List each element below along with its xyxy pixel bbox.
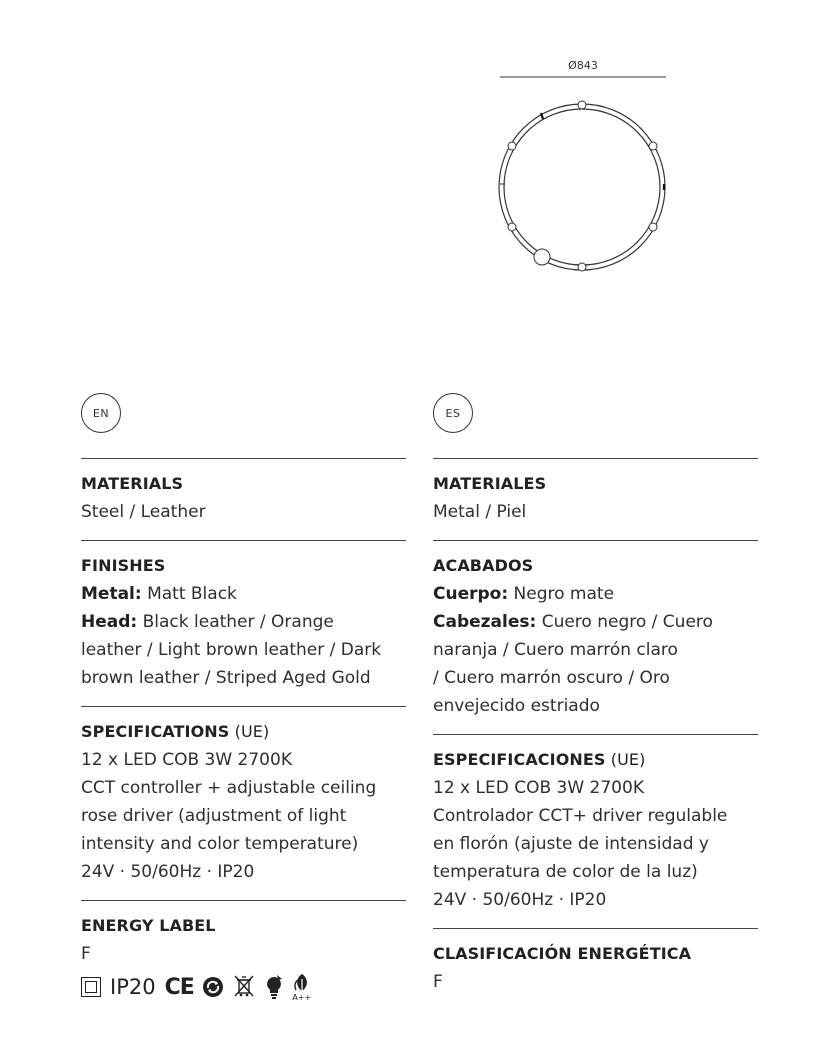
lamp-head (578, 263, 586, 271)
spec-line: en florón (ajuste de intensidad y (433, 834, 709, 854)
specifications-heading-suffix: (UE) (229, 722, 270, 741)
energy-class-label: A++ (292, 992, 312, 1002)
materiales-text: Metal / Piel (433, 502, 527, 522)
especificaciones-heading-suffix: (UE) (605, 750, 646, 769)
spec-line: temperatura de color de la luz) (433, 862, 698, 882)
specifications-heading (81, 718, 406, 746)
especificaciones-heading (433, 746, 758, 774)
dimension-label: Ø843 (568, 59, 598, 72)
materials-heading: MATERIALS (81, 474, 184, 493)
especificaciones-section (433, 734, 758, 914)
materials-section (81, 458, 406, 526)
finish-head-value: Black leather / Orange (137, 612, 334, 632)
lamp-head (508, 223, 516, 231)
spec-line: rose driver (adjustment of light (81, 806, 347, 826)
finishes-heading: FINISHES (81, 556, 166, 575)
materials-text: Steel / Leather (81, 502, 206, 522)
clasificacion-value: F (433, 972, 443, 992)
weee-bin-icon (232, 974, 256, 1000)
lamp-head (508, 142, 516, 150)
acabado-cuerpo-label: Cuerpo: (433, 584, 509, 604)
ip-rating: IP20 (110, 975, 156, 999)
specifications-heading-main: SPECIFICATIONS (81, 722, 230, 741)
column-en (81, 458, 406, 1018)
acabado-cabezales-label: Cabezales: (433, 612, 537, 632)
energy-section (81, 900, 406, 1004)
lang-badge-en: EN (81, 393, 121, 433)
finishes-section (81, 540, 406, 692)
energy-value: F (81, 944, 91, 964)
spec-line: 12 x LED COB 3W 2700K (433, 778, 644, 798)
inner-ring (504, 109, 660, 265)
specifications-section (81, 706, 406, 886)
materiales-heading: MATERIALES (433, 474, 547, 493)
acabado-cabezales-line-2: naranja / Cuero marrón claro (433, 640, 678, 660)
ring-lamp-drawing (490, 52, 680, 282)
certification-symbols (81, 970, 406, 1004)
clasificacion-section (433, 928, 758, 996)
spec-line: intensity and color temperature) (81, 834, 359, 854)
ring-diagram (490, 52, 680, 282)
materiales-section (433, 458, 758, 526)
finish-metal-label: Metal: (81, 584, 142, 604)
acabado-cuerpo-value: Negro mate (508, 584, 615, 604)
acabado-cabezales-value: Cuero negro / Cuero (536, 612, 713, 632)
acabados-heading: ACABADOS (433, 556, 534, 575)
acabado-cuerpo-line (433, 580, 758, 608)
finish-metal-value: Matt Black (141, 584, 237, 604)
ceiling-rose (534, 249, 550, 265)
bulb-icon (263, 974, 285, 1000)
finish-head-line (81, 608, 406, 636)
outer-ring (499, 104, 665, 270)
eco-leaf-icon (292, 973, 312, 1002)
acabado-cabezales-line (433, 608, 758, 636)
spec-line: 24V · 50/60Hz · IP20 (433, 890, 607, 910)
lamp-head (649, 223, 657, 231)
acabados-section (433, 540, 758, 720)
acabado-cabezales-line-4: envejecido estriado (433, 696, 600, 716)
clasificacion-heading: CLASIFICACIÓN ENERGÉTICA (433, 944, 692, 963)
spec-line: Controlador CCT+ driver regulable (433, 806, 728, 826)
finish-metal-line (81, 580, 406, 608)
lamp-head (578, 101, 586, 109)
lang-badge-es: ES (433, 393, 473, 433)
finish-head-line-2: leather / Light brown leather / Dark (81, 640, 382, 660)
energy-heading: ENERGY LABEL (81, 916, 216, 935)
finish-head-line-3: brown leather / Striped Aged Gold (81, 668, 371, 688)
spec-line: 24V · 50/60Hz · IP20 (81, 862, 255, 882)
especificaciones-heading-main: ESPECIFICACIONES (433, 750, 606, 769)
spec-line: CCT controller + adjustable ceiling (81, 778, 377, 798)
double-insulation-icon (81, 977, 101, 997)
lamp-head (649, 142, 657, 150)
spec-line: 12 x LED COB 3W 2700K (81, 750, 292, 770)
recycle-icon (201, 975, 225, 999)
ce-mark-icon: CE (164, 974, 194, 1000)
acabado-cabezales-line-3: / Cuero marrón oscuro / Oro (433, 668, 670, 688)
finish-head-label: Head: (81, 612, 138, 632)
column-es (433, 458, 758, 1010)
